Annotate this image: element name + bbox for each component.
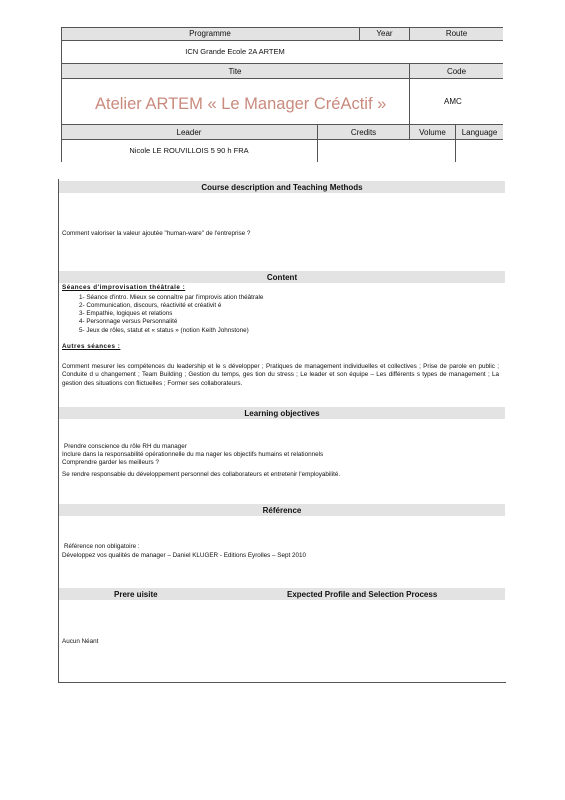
- course-description-text: Comment valoriser la valeur ajoutée "human-ware" de l'entreprise ?: [62, 230, 251, 237]
- content-item: 2- Communication, discours, réactivité et créativit é: [79, 302, 222, 309]
- learning-objectives-heading: Learning objectives: [59, 407, 505, 419]
- programme-value: ICN Grande Ecole 2A ARTEM: [185, 46, 285, 56]
- prerequisite-text: Aucun Néant: [62, 638, 99, 645]
- content-item: 3- Empathie, logiques et relations: [79, 310, 173, 317]
- profile-heading: Expected Profile and Selection Process: [287, 589, 438, 599]
- objective-line: Inclure dans la responsabilité opérationnelle du ma nager les objectifs humains et relationnels: [62, 451, 324, 458]
- content-item: 1- Séance d'intro. Mieux se connaître par l'improvis ation théâtrale: [79, 294, 264, 301]
- leader-label: Leader: [61, 125, 317, 139]
- reference-line: Référence non obligatoire :: [64, 543, 140, 550]
- title-label: Tite: [61, 64, 409, 78]
- prerequisite-heading-bar: [59, 588, 505, 600]
- content-item: 5- Jeux de rôles, statut et « status » (notion Keith Johnstone): [79, 327, 249, 334]
- route-label: Route: [410, 27, 503, 40]
- objective-line: Prendre conscience du rôle RH du manager: [64, 443, 187, 450]
- reference-line: Développez vos qualités de manager – Daniel KLUGER - Editions Eyrolles – Sept 2010: [62, 552, 306, 559]
- header-table: [61, 27, 503, 162]
- prerequisite-heading: Prere uisite: [114, 589, 158, 599]
- seances-label: Séances d'improvisation théâtrale :: [62, 284, 186, 291]
- language-label: Language: [456, 125, 503, 139]
- content-heading: Content: [59, 271, 505, 283]
- programme-label: Programme: [61, 27, 359, 40]
- volume-label: Volume: [410, 125, 455, 139]
- credits-label: Credits: [318, 125, 409, 139]
- reference-heading: Référence: [59, 504, 505, 516]
- content-item: 4- Personnage versus Personnalité: [79, 318, 178, 325]
- objective-line: Comprendre garder les meilleurs ?: [62, 459, 159, 466]
- leader-value: Nicole LE ROUVILLOIS 5 90 h FRA: [129, 146, 249, 155]
- year-label: Year: [360, 27, 409, 40]
- course-title: Atelier ARTEM « Le Manager CréActif »: [95, 95, 387, 113]
- code-value: AMC: [444, 97, 462, 106]
- objective-line: Se rendre responsable du développement personnel des collaborateurs et entretenir l'employabilité.: [62, 471, 341, 478]
- autres-label: Autres séances :: [62, 343, 121, 350]
- autres-text: Comment mesurer les compétences du leadership et le s développer ; Pratiques de management individuelles et collectives ; Prise de parole en public ; Conduite d u changement ; Team Building ; Gestion du temps, ges tion du stress ; Le leader et son équipe – Les différents s types de management ; La gestion des situations con flictuelles ; Former ses collaborateurs.: [62, 363, 499, 387]
- code-label: Code: [410, 64, 503, 78]
- course-description-heading: Course description and Teaching Methods: [59, 181, 505, 193]
- body-left-border: [58, 179, 59, 683]
- body-bottom-border: [58, 682, 506, 683]
